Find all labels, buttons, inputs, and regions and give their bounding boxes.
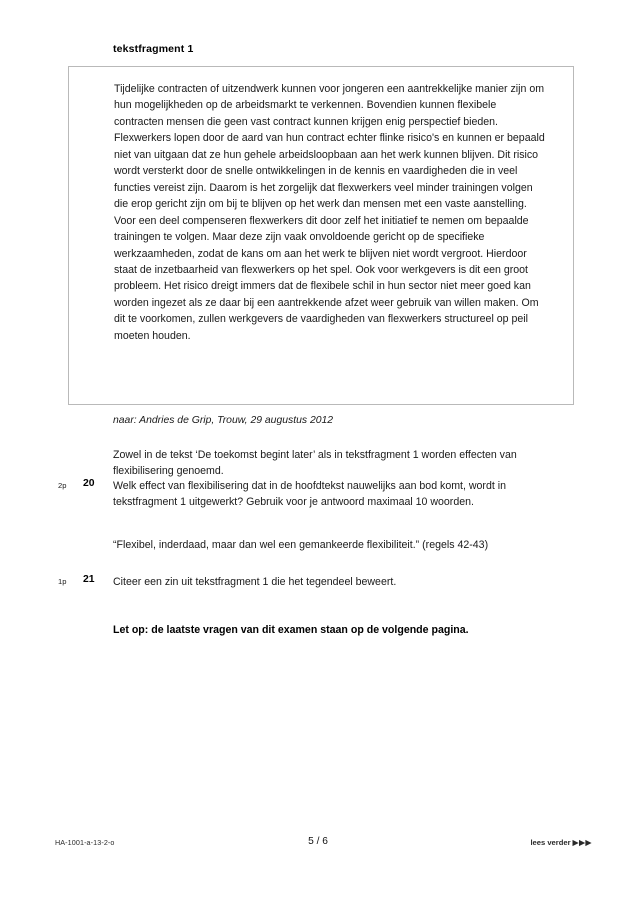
fragment-body-text: Tijdelijke contracten of uitzendwerk kunnen voor jongeren een aantrekkelijke manier zijn om hun mogelijkheden op de arbeidsmarkt te verkennen. Bovendien kunnen flexibele contracten mensen die geen vast contract kunnen krijgen enig perspectief bieden. Flexwerkers lopen door de aard van hun contract echter flinke risico's en kunnen er bepaald niet van uitgaan dat ze hun gehele arbeidsloopbaan aan het werk kunnen blijven. Dit risico wordt versterkt door de snelle ontwikkelingen in de kennis en vaardigheden die in veel functies vereist zijn. Daarom is het zorgelijk dat flexwerkers veel minder trainingen volgen die erop gericht zijn om bij te blijven op het werk dan mensen met een vaste aanstelling. Voor een deel compenseren flexwerkers dit door zelf het initiatief te nemen om bepaalde trainingen te volgen. Maar deze zijn vaak onvoldoende gericht op de specifieke werkzaamheden, zodat de kans om aan het werk te blijven niet wordt vergroot. Hierdoor staat de inzetbaarheid van flexwerkers op het spel. Ook voor werkgevers is dit een groot probleem. Het risico dreigt immers dat de flexibele schil in hun sector niet meer goed kan worden ingezet als ze daar bij een aantrekkende afzet weer gebruik van willen maken. Om dit te voorkomen, zullen werkgevers de vaardigheden van flexwerkers structureel op peil moeten houden. bbox=[114, 83, 545, 342]
fragment-heading: tekstfragment 1 bbox=[113, 43, 194, 55]
question-20-points: 2p bbox=[58, 481, 67, 490]
question-20-intro: Zowel in de tekst ‘De toekomst begint later’ als in tekstfragment 1 worden effecten van flexibilisering genoemd. bbox=[113, 449, 517, 478]
source-attribution: naar: Andries de Grip, Trouw, 29 augustus 2012 bbox=[113, 415, 334, 426]
footer-exam-code: HA-1001-a-13-2-o bbox=[55, 838, 115, 847]
question-21-number: 21 bbox=[83, 574, 95, 585]
exam-notice: Let op: de laatste vragen van dit examen staan op de volgende pagina. bbox=[113, 624, 469, 636]
footer-read-further bbox=[530, 838, 592, 847]
triangle-right-icon: ▶▶▶ bbox=[572, 838, 592, 847]
question-21-quote: “Flexibel, inderdaad, maar dan wel een gemankeerde flexibiliteit.” (regels 42-43) bbox=[113, 539, 489, 551]
footer-page-number: 5 / 6 bbox=[308, 836, 328, 847]
question-20-number: 20 bbox=[83, 478, 95, 489]
question-21-points: 1p bbox=[58, 577, 67, 586]
page-footer bbox=[0, 836, 636, 854]
question-20-text: Welk effect van flexibilisering dat in de hoofdtekst nauwelijks aan bod komt, wordt in tekstfragment 1 uitgewerkt? Gebruik voor je antwoord maximaal 10 woorden. bbox=[113, 480, 506, 509]
text-fragment-box bbox=[68, 66, 574, 405]
footer-read-further-label: lees verder bbox=[530, 838, 571, 847]
question-21-text: Citeer een zin uit tekstfragment 1 die het tegendeel beweert. bbox=[113, 576, 397, 588]
